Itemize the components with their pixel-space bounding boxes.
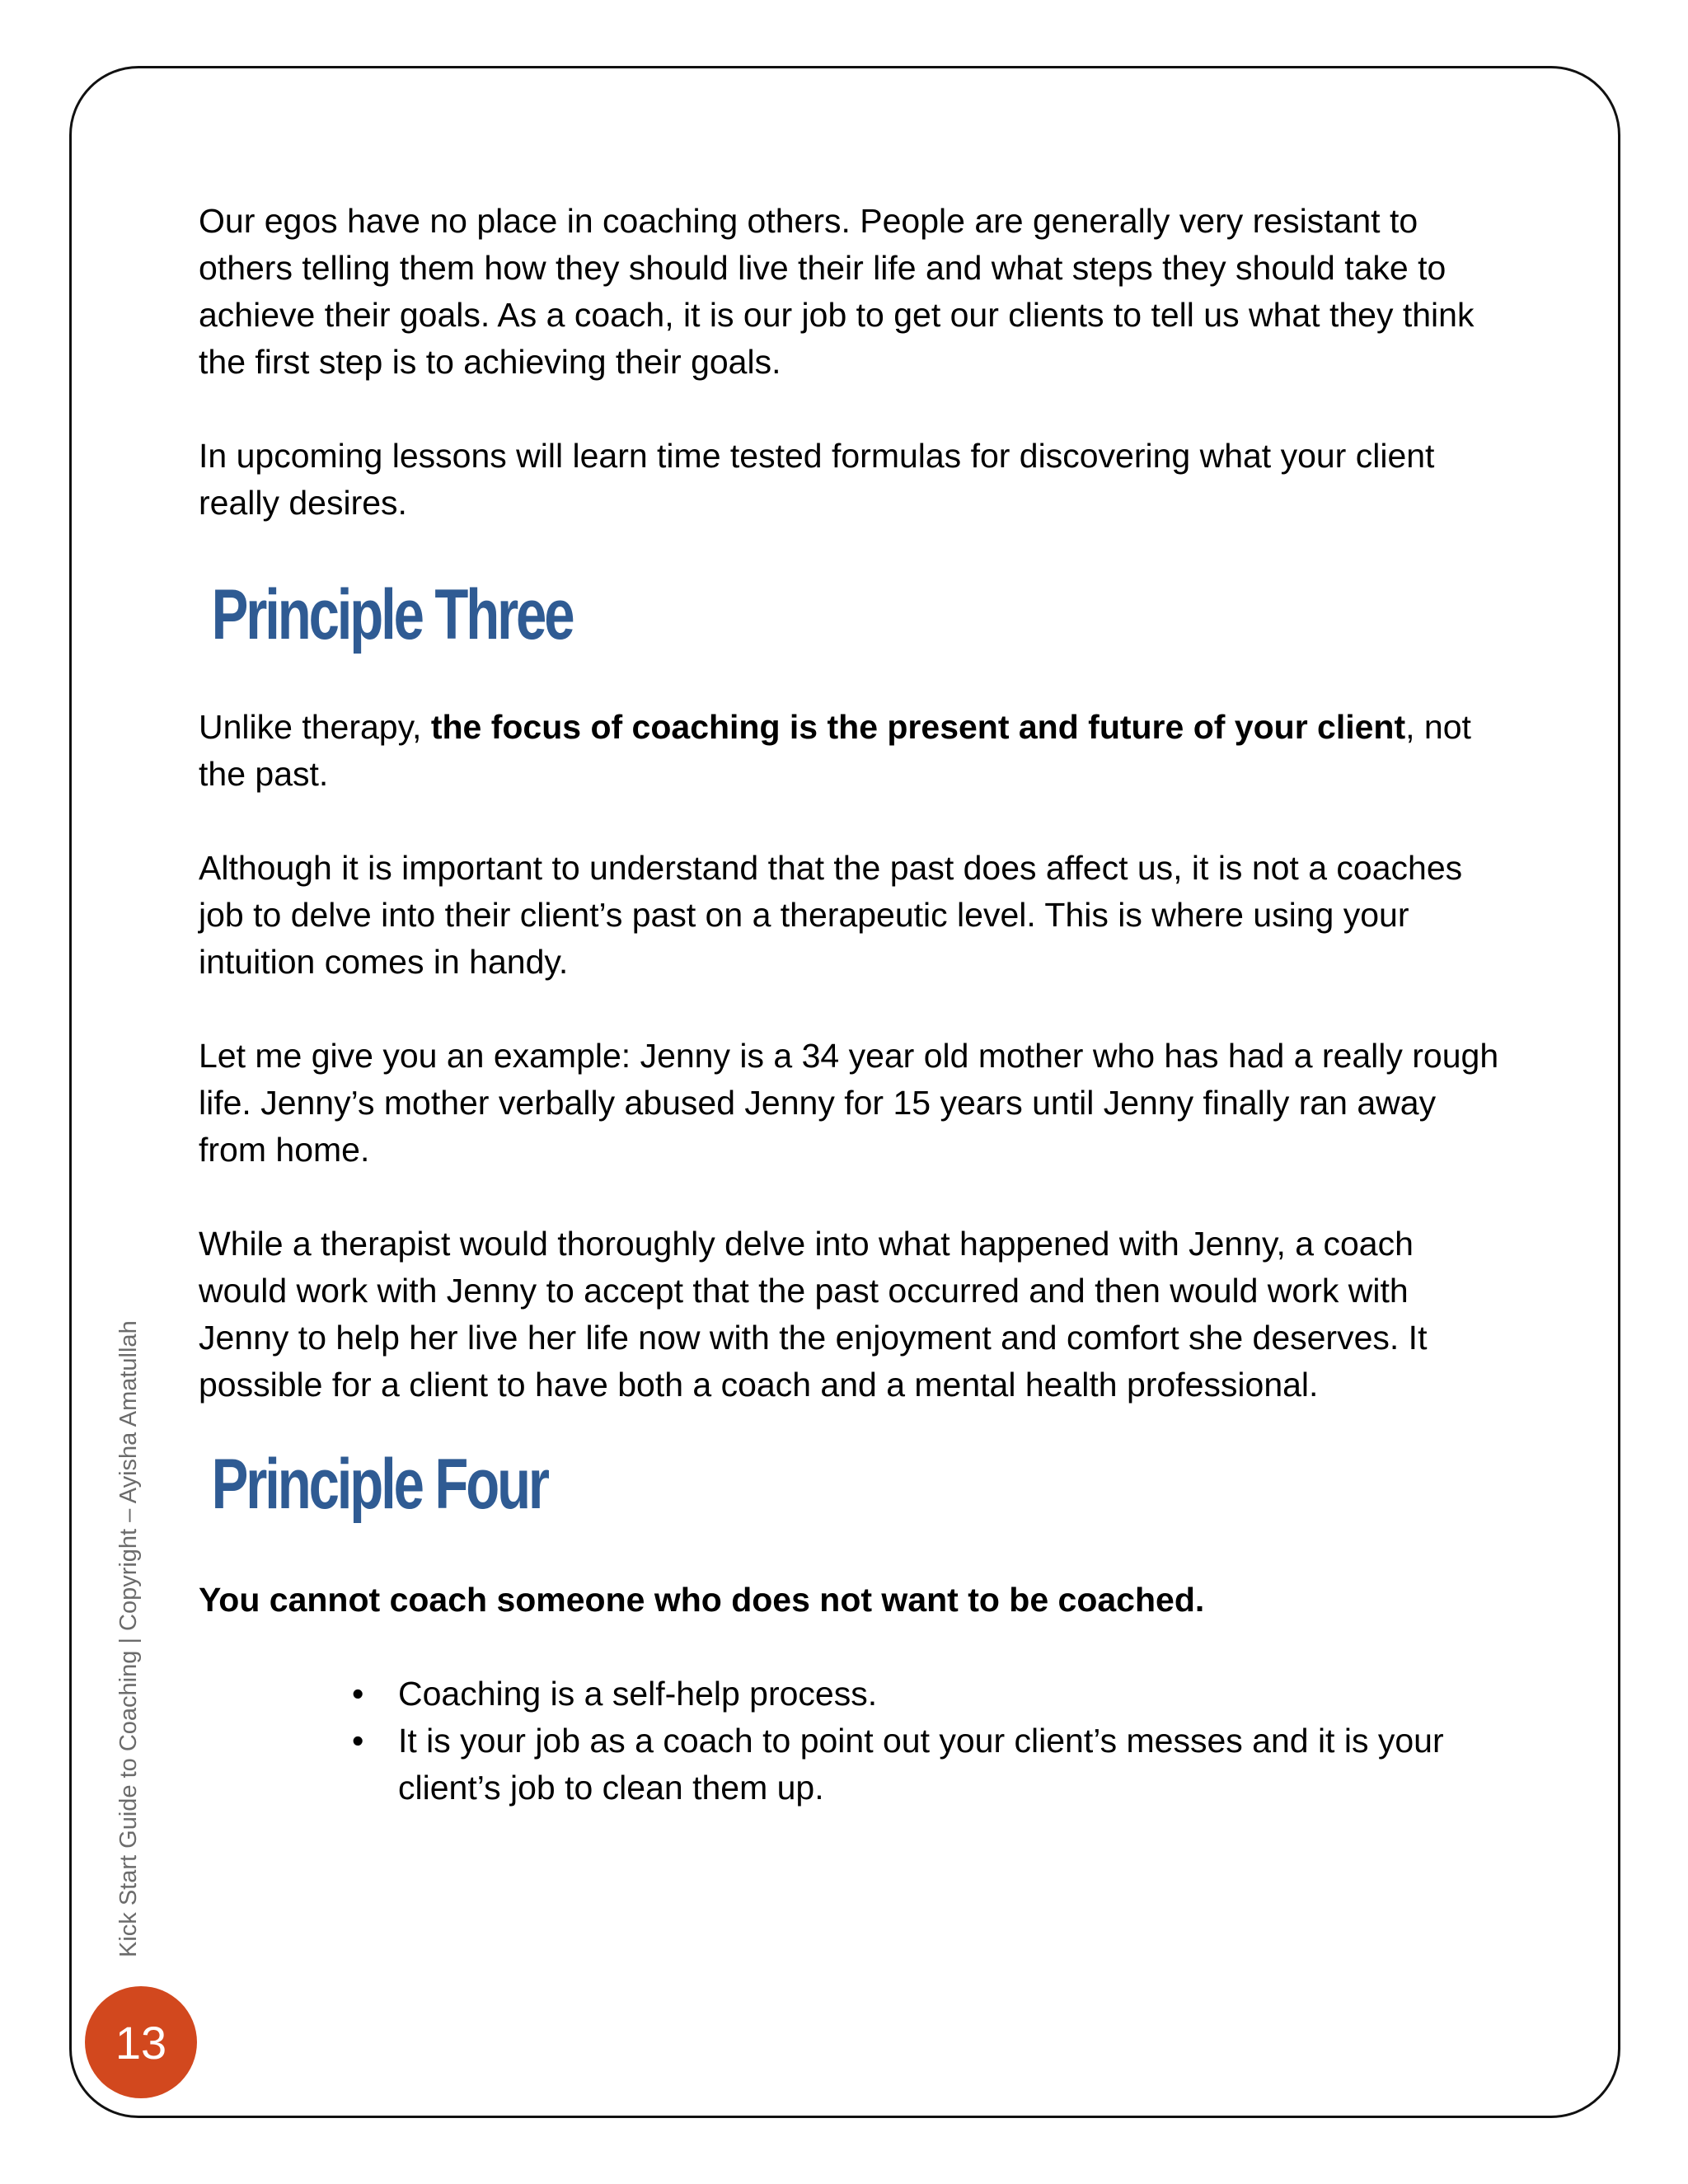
- bullet-icon: •: [352, 1722, 364, 1760]
- paragraph-past-affects: Although it is important to understand that the past does affect us, it is not a coaches job to delve into their client’s past on a therapeutic level. This is where using your intuition comes in handy.: [199, 849, 1463, 981]
- paragraph-jenny-example: Let me give you an example: Jenny is a 34 year old mother who has had a really rough life. Jenny’s mother verbally abused Jenny for 15 years until Jenny finally ran away from home.: [199, 1037, 1499, 1169]
- page-number-badge: 13: [85, 1986, 197, 2098]
- bullet-text: Coaching is a self-help process.: [398, 1675, 878, 1713]
- vertical-copyright-text: Kick Start Guide to Coaching | Copyright – Ayisha Amatullah: [115, 1320, 142, 1957]
- heading-principle-four: Principle Four: [211, 1445, 547, 1524]
- paragraph-egos: Our egos have no place in coaching others. People are generally very resistant to others telling them how they should live their life and what steps they should take to achieve their goals. As a coach, it is our job to get our clients to tell us what they think the first step is to achieving their goals.: [199, 202, 1475, 381]
- intro-bold: the focus of coaching is the present and future of your client: [430, 708, 1406, 746]
- intro-suffix: , not the past.: [199, 708, 1471, 793]
- paragraph-therapist-vs-coach: While a therapist would thoroughly delve into what happened with Jenny, a coach would work with Jenny to accept that the past occurred and then would work with Jenny to help her live her life now with the enjoyment and comfort she deserves. It possible for a client to have both a coach and a mental health professional.: [199, 1225, 1428, 1404]
- paragraph-upcoming-lessons: In upcoming lessons will learn time tested formulas for discovering what your client really desires.: [199, 437, 1435, 522]
- list-item: [352, 1671, 1501, 1718]
- principle-four-bullets: [199, 1671, 1501, 1811]
- heading-principle-three: Principle Three: [211, 575, 573, 654]
- list-item: [352, 1718, 1501, 1811]
- bullet-icon: •: [352, 1675, 364, 1713]
- page-content: [199, 198, 1501, 1811]
- principle-four-statement: You cannot coach someone who does not want to be coached.: [199, 1581, 1205, 1619]
- bullet-text: It is your job as a coach to point out your client’s messes and it is your client’s job to clean them up.: [398, 1722, 1444, 1807]
- paragraph-principle-three-intro: [199, 704, 1501, 798]
- intro-prefix: Unlike therapy,: [199, 708, 431, 746]
